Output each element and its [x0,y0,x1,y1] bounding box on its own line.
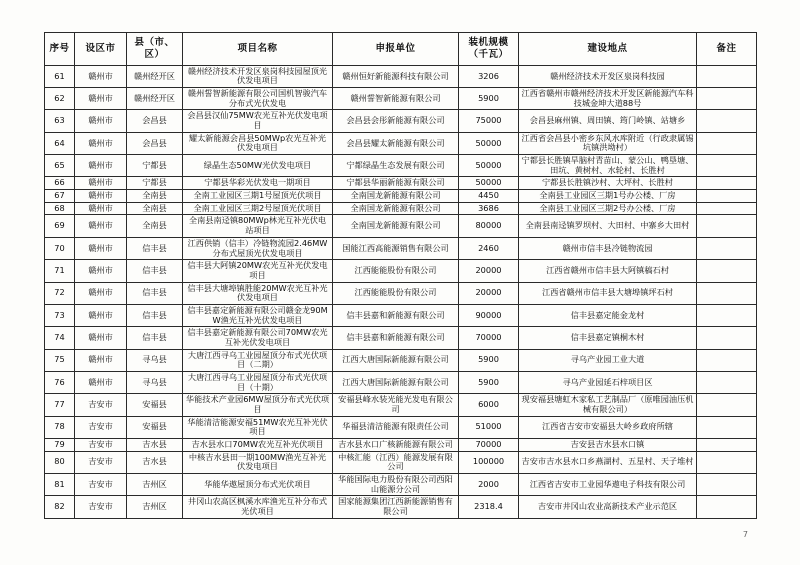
cell-remarks [697,327,757,349]
cell-capacity: 5900 [459,88,519,110]
table-row [45,132,757,154]
cell-remarks [697,473,757,495]
cell-project-name: 华能清洁能源安福51MW农光互补光伏项目 [183,416,333,438]
cell-applicant-unit: 江西大唐国际新能源有限公司 [333,349,459,371]
cell-county: 信丰县 [127,304,183,326]
cell-remarks [697,202,757,215]
cell-construction-site: 江西省赣州市信丰县大阿镇稿石村 [519,260,697,282]
cell-capacity: 3686 [459,202,519,215]
cell-project-name: 大唐江西寻乌工业园屋顶分布式光伏项目（十期） [183,371,333,393]
cell-construction-site: 寻乌产业园工业大道 [519,349,697,371]
cell-applicant-unit: 会昌县会彤新能源有限公司 [333,110,459,132]
page-number: 7 [742,530,748,539]
cell-project-name: 吉水县水口70MW农光互补光伏项目 [183,438,333,451]
cell-applicant-unit: 宁都县华丽新能源有限公司 [333,177,459,190]
cell-construction-site: 江西省会昌县小密乡东风水库附近（行政隶属锡坑镇洪坳村） [519,132,697,154]
cell-city: 赣州市 [75,65,127,87]
cell-construction-site: 江西省吉安市安福县大岭乡政府所辖 [519,416,697,438]
cell-project-name: 信丰县大塘埠镇胜能20MW农光互补光伏发电项目 [183,282,333,304]
cell-city: 赣州市 [75,371,127,393]
project-table-container [44,32,756,519]
cell-applicant-unit: 国能江西高能源销售有限公司 [333,237,459,259]
cell-city: 赣州市 [75,190,127,203]
cell-capacity: 70000 [459,438,519,451]
cell-capacity: 50000 [459,155,519,177]
cell-project-name: 全南县南迳镇80MWp林光互补光伏电站项目 [183,215,333,237]
cell-capacity: 20000 [459,282,519,304]
cell-seq: 77 [45,394,75,416]
header-city: 设区市 [75,33,127,66]
header-construction-site: 建设地点 [519,33,697,66]
cell-construction-site: 赣州经济技术开发区泉岗科技园 [519,65,697,87]
cell-remarks [697,438,757,451]
cell-applicant-unit: 宁都绿晶生态发展有限公司 [333,155,459,177]
cell-county: 赣州经开区 [127,88,183,110]
cell-construction-site: 现安福县塘虹木家私工艺制品厂（原唯园油压机械有限公司） [519,394,697,416]
table-row [45,110,757,132]
cell-project-name: 赣州誓智新能源有限公司国机智骏汽车分布式光伏发电 [183,88,333,110]
cell-city: 吉安市 [75,394,127,416]
cell-county: 寻乌县 [127,371,183,393]
cell-city: 赣州市 [75,132,127,154]
cell-project-name: 赣州经济技术开发区泉岗科技园屋顶光伏发电项目 [183,65,333,87]
cell-capacity: 50000 [459,132,519,154]
cell-city: 赣州市 [75,282,127,304]
cell-project-name: 耀太新能源会昌县50MWp农光互补光伏发电项目 [183,132,333,154]
table-row [45,260,757,282]
cell-applicant-unit: 华福县清洁能源有限责任公司 [333,416,459,438]
cell-applicant-unit: 赣州恒好新能源科技有限公司 [333,65,459,87]
table-row [45,304,757,326]
cell-construction-site: 江西省赣州市信丰县大塘埠镇坪石村 [519,282,697,304]
cell-remarks [697,394,757,416]
cell-city: 赣州市 [75,155,127,177]
cell-remarks [697,416,757,438]
cell-project-name: 会昌县汉仙75MW农光互补光伏发电项目 [183,110,333,132]
cell-county: 信丰县 [127,260,183,282]
cell-city: 赣州市 [75,237,127,259]
cell-city: 赣州市 [75,110,127,132]
cell-capacity: 5900 [459,371,519,393]
cell-applicant-unit: 全南国龙新能源有限公司 [333,190,459,203]
cell-seq: 69 [45,215,75,237]
table-row [45,327,757,349]
cell-city: 赣州市 [75,88,127,110]
table-row [45,177,757,190]
cell-county: 会昌县 [127,110,183,132]
cell-county: 全南县 [127,215,183,237]
cell-county: 全南县 [127,190,183,203]
table-row [45,371,757,393]
cell-remarks [697,88,757,110]
cell-applicant-unit: 信丰县嘉和新能源有限公司 [333,327,459,349]
cell-county: 全南县 [127,202,183,215]
cell-applicant-unit: 江西大唐国际新能源有限公司 [333,371,459,393]
cell-county: 信丰县 [127,327,183,349]
cell-city: 吉安市 [75,416,127,438]
cell-applicant-unit: 全南国龙新能源有限公司 [333,215,459,237]
cell-remarks [697,190,757,203]
cell-construction-site: 全南县工业园区三期1号办公楼、厂房 [519,190,697,203]
cell-capacity: 2460 [459,237,519,259]
cell-project-name: 大唐江西寻乌工业园屋顶分布式光伏项目（二期） [183,349,333,371]
cell-project-name: 华能华遨屋顶分布式光伏项目 [183,473,333,495]
cell-seq: 73 [45,304,75,326]
cell-applicant-unit: 国家能源集团江西新能源销售有限公司 [333,496,459,518]
cell-construction-site: 宁都县长胜镇旱脑村青苗山、蒙公山、鸭垦塘、田坑、黄树村、水轮村、长胜村 [519,155,697,177]
cell-seq: 64 [45,132,75,154]
cell-project-name: 全南工业园区三期2号屋顶光伏项目 [183,202,333,215]
table-row [45,88,757,110]
cell-county: 吉水县 [127,438,183,451]
cell-capacity: 90000 [459,304,519,326]
header-capacity: 装机规模（千瓦） [459,33,519,66]
cell-seq: 81 [45,473,75,495]
cell-county: 宁都县 [127,177,183,190]
cell-county: 会昌县 [127,132,183,154]
cell-city: 吉安市 [75,438,127,451]
cell-capacity: 5900 [459,349,519,371]
cell-project-name: 信丰县大阿镇20MW农光互补光伏发电项目 [183,260,333,282]
cell-city: 赣州市 [75,177,127,190]
cell-capacity: 51000 [459,416,519,438]
cell-seq: 70 [45,237,75,259]
cell-applicant-unit: 江西能能股份有限公司 [333,282,459,304]
cell-remarks [697,110,757,132]
cell-project-name: 江西供销（信丰）冷链物流园2.46MW分布式屋顶光伏发电项目 [183,237,333,259]
cell-applicant-unit: 中核汇能（江西）能源发展有限公司 [333,451,459,473]
table-row [45,416,757,438]
cell-construction-site: 信丰县嘉定镇桐木村 [519,327,697,349]
cell-capacity: 6000 [459,394,519,416]
cell-city: 赣州市 [75,202,127,215]
cell-applicant-unit: 信丰县嘉和新能源有限公司 [333,304,459,326]
cell-city: 吉安市 [75,473,127,495]
cell-capacity: 75000 [459,110,519,132]
cell-project-name: 信丰县嘉定新能源有限公司赣金龙90MW渔光互补光伏发电项目 [183,304,333,326]
cell-county: 赣州经开区 [127,65,183,87]
table-row [45,496,757,518]
cell-county: 信丰县 [127,282,183,304]
cell-seq: 79 [45,438,75,451]
cell-construction-site: 江西省赣州市赣州经济技术开发区新能源汽车科技城金坤大道88号 [519,88,697,110]
cell-seq: 68 [45,202,75,215]
cell-county: 安福县 [127,416,183,438]
table-row [45,190,757,203]
header-applicant-unit: 申报单位 [333,33,459,66]
cell-remarks [697,237,757,259]
cell-capacity: 4450 [459,190,519,203]
cell-county: 安福县 [127,394,183,416]
cell-seq: 72 [45,282,75,304]
cell-seq: 76 [45,371,75,393]
cell-construction-site: 信丰县嘉定能金龙村 [519,304,697,326]
cell-capacity: 70000 [459,327,519,349]
cell-capacity: 3206 [459,65,519,87]
table-row [45,438,757,451]
cell-seq: 65 [45,155,75,177]
cell-seq: 71 [45,260,75,282]
cell-construction-site: 赣州市信丰县冷链物流园 [519,237,697,259]
cell-construction-site: 吉安市井冈山农业高新技术产业示范区 [519,496,697,518]
cell-seq: 61 [45,65,75,87]
cell-seq: 66 [45,177,75,190]
cell-seq: 62 [45,88,75,110]
cell-construction-site: 全南县工业园区三期2号办公楼、厂房 [519,202,697,215]
cell-seq: 75 [45,349,75,371]
header-project-name: 项目名称 [183,33,333,66]
table-row [45,394,757,416]
cell-project-name: 信丰县嘉定新能源有限公司70MW农光互补光伏发电项目 [183,327,333,349]
cell-county: 宁都县 [127,155,183,177]
table-row [45,349,757,371]
cell-county: 信丰县 [127,237,183,259]
header-remarks: 备注 [697,33,757,66]
cell-construction-site: 宁都县长胜镇沙村、大坪村、长胜村 [519,177,697,190]
cell-remarks [697,155,757,177]
cell-applicant-unit: 赣州誓智新能源有限公司 [333,88,459,110]
table-row [45,451,757,473]
cell-seq: 63 [45,110,75,132]
cell-project-name: 全南工业园区三期1号屋顶光伏项目 [183,190,333,203]
table-row [45,155,757,177]
cell-remarks [697,349,757,371]
cell-remarks [697,496,757,518]
cell-construction-site: 江西省吉安市工业园华遨电子科技有限公司 [519,473,697,495]
cell-project-name: 宁都县华彩光伏发电一期项目 [183,177,333,190]
cell-remarks [697,282,757,304]
cell-construction-site: 吉安市吉水县水口乡燕湖村、五星村、天子堆村 [519,451,697,473]
cell-county: 吉水县 [127,451,183,473]
cell-city: 赣州市 [75,327,127,349]
cell-remarks [697,177,757,190]
cell-city: 吉安市 [75,496,127,518]
cell-capacity: 20000 [459,260,519,282]
cell-remarks [697,371,757,393]
cell-seq: 78 [45,416,75,438]
table-row [45,215,757,237]
cell-capacity: 100000 [459,451,519,473]
cell-remarks [697,260,757,282]
cell-city: 赣州市 [75,304,127,326]
cell-city: 赣州市 [75,349,127,371]
cell-capacity: 2318.4 [459,496,519,518]
table-header-row [45,33,757,66]
cell-applicant-unit: 华能国际电力股份有限公司西阳山能源分公司 [333,473,459,495]
cell-remarks [697,304,757,326]
cell-project-name: 绿晶生态50MW光伏发电项目 [183,155,333,177]
cell-construction-site: 寻乌产业园延石梓项目区 [519,371,697,393]
cell-county: 吉州区 [127,496,183,518]
cell-seq: 80 [45,451,75,473]
cell-remarks [697,132,757,154]
cell-capacity: 50000 [459,177,519,190]
header-county: 县（市、区） [127,33,183,66]
cell-county: 寻乌县 [127,349,183,371]
cell-seq: 67 [45,190,75,203]
cell-seq: 82 [45,496,75,518]
cell-city: 赣州市 [75,215,127,237]
cell-applicant-unit: 吉水县水口广核新能源有限公司 [333,438,459,451]
cell-remarks [697,215,757,237]
table-row [45,473,757,495]
header-seq: 序号 [45,33,75,66]
cell-applicant-unit: 会昌县耀太新能源有限公司 [333,132,459,154]
table-row [45,282,757,304]
table-body [45,65,757,518]
project-table [44,32,757,519]
table-row [45,237,757,259]
cell-applicant-unit: 江西能能股份有限公司 [333,260,459,282]
table-row [45,65,757,87]
cell-city: 赣州市 [75,260,127,282]
cell-remarks [697,451,757,473]
cell-project-name: 中核吉水县田一期100MW渔光互补光伏发电项目 [183,451,333,473]
cell-capacity: 80000 [459,215,519,237]
cell-county: 吉州区 [127,473,183,495]
cell-applicant-unit: 全南国龙新能源有限公司 [333,202,459,215]
cell-project-name: 华能技术产业园6MW屋顶分布式光伏项目 [183,394,333,416]
cell-construction-site: 会昌县麻州镇、周田镇、筠门岭镇、站塘乡 [519,110,697,132]
cell-seq: 74 [45,327,75,349]
table-row [45,202,757,215]
cell-construction-site: 全南县南迳镇罗坝村、大田村、中寨乡大田村 [519,215,697,237]
cell-remarks [697,65,757,87]
cell-project-name: 井冈山农高区枫溪水库渔光互补分布式光伏项目 [183,496,333,518]
cell-city: 吉安市 [75,451,127,473]
cell-applicant-unit: 安福县峰水装光能光发电有限公司 [333,394,459,416]
cell-capacity: 2000 [459,473,519,495]
cell-construction-site: 吉安县吉水县水口镇 [519,438,697,451]
